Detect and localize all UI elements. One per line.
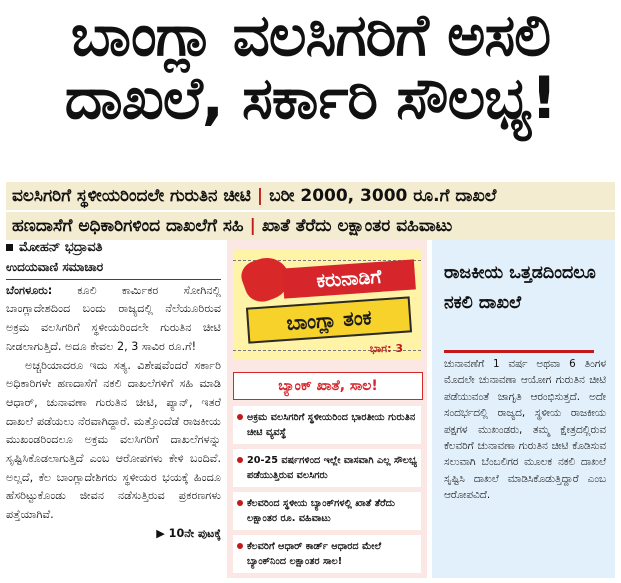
subhead-1b: ಬರೀ 2000, 3000 ರೂ.ಗೆ ದಾಖಲೆ [269, 186, 497, 206]
subhead-2a: ಹಣದಾಸೆಗೆ ಅಧಿಕಾರಿಗಳಿಂದ ದಾಖಲೆಗೆ ಸಹಿ [12, 216, 244, 236]
series-title-top: ಕರುನಾಡಿಗೆ [282, 259, 416, 298]
subhead-row-2 [6, 212, 615, 240]
sidebar-box [432, 240, 615, 578]
subhead-2b: ಖಾತೆ ತೆರೆದು ಲಕ್ಷಾಂತರ ವಹಿವಾಟು [261, 216, 453, 236]
headline-line-2: ದಾಖಲೆ, ಸರ್ಕಾರಿ ಸೌಲಭ್ಯ! [64, 64, 557, 133]
headline-line-1: ಬಾಂಗ್ಲಾ ವಲಸಿಗರಿಗೆ ಅಸಲಿ [70, 1, 551, 69]
paragraph-2 [6, 357, 221, 525]
byline [6, 240, 103, 255]
section-title: ಬ್ಯಾಂಕ್ ಖಾತೆ, ಸಾಲ! [233, 372, 423, 400]
paragraph-1 [6, 282, 221, 357]
series-part: ಭಾಗ: 3 [369, 342, 403, 355]
sidebar-divider [444, 350, 594, 353]
subhead-separator: | [256, 186, 264, 206]
sidebar-title: ರಾಜಕೀಯ ಒತ್ತಡದಿಂದಲೂ ನಕಲಿ ದಾಖಲೆ [444, 263, 596, 313]
series-title-bottom: ಬಾಂಗ್ಲಾ ತಂಕ [246, 296, 412, 343]
paragraph-1-text: ಕೂಲಿ ಕಾರ್ಮಿಕರ ಸೋಗಿನಲ್ಲಿ ಬಾಂಗ್ಲಾದೇಶದಿಂದ ಬಂದು ರಾಜ್ಯದಲ್ಲಿ ನೆಲೆಯೂರಿರುವ ಅಕ್ರಮ ವಲಸಿಗರಿಗೆ ಸ್ಥಳೀಯರಿಂದಲೇ ಗುರುತಿನ ಚೀಟಿ ನೀಡಲಾಗುತ್ತಿದೆ. ಅದೂ ಕೇವಲ 2, 3 ಸಾವಿರ ರೂ.ಗೆ! [6, 283, 221, 353]
series-box [227, 240, 427, 578]
continued-link[interactable]: ▶ 10ನೇ ಪುಟಕ್ಕೆ [156, 526, 221, 540]
dateline: ಬೆಂಗಳೂರು: [6, 283, 53, 297]
bullet-item: 20-25 ವರ್ಷಗಳಿಂದ ಇಲ್ಲೇ ವಾಸವಾಗಿ ಎಲ್ಲ ಸೌಲಭ್ಯ ಪಡೆಯುತ್ತಿರುವ ವಲಸಿಗರು [233, 449, 421, 487]
bullet-item: ಅಕ್ರಮ ವಲಸಿಗರಿಗೆ ಸ್ಥಳೀಯರಿಂದ ಭಾರತೀಯ ಗುರುತಿನ ಚೀಟಿ ವ್ಯವಸ್ಥೆ [233, 406, 421, 444]
subhead-1a: ವಲಸಿಗರಿಗೆ ಸ್ಥಳೀಯರಿಂದಲೇ ಗುರುತಿನ ಚೀಟಿ [12, 186, 251, 206]
subhead-row-1 [6, 182, 615, 210]
headline [6, 1, 615, 133]
author-name: ಮೋಹನ್ ಭದ್ರಾವತಿ [19, 240, 103, 255]
paragraph-2-text: ಅಚ್ಚರಿಯಾದರೂ ಇದು ಸತ್ಯ. ವಿಶೇಷವೆಂದರೆ ಸರ್ಕಾರಿ ಅಧಿಕಾರಿಗಳೇ ಹಣದಾಸೆಗೆ ನಕಲಿ ದಾಖಲೆಗಳಿಗೆ ಸಹಿ ಮಾಡಿ ಆಧಾರ್, ಚುನಾವಣಾ ಗುರುತಿನ ಚೀಟಿ, ಪ್ಯಾನ್, ಇತರೆ ದಾಖಲೆ ಪಡೆಯಲು ನೆರವಾಗಿದ್ದಾರೆ. ಮತ್ತೊಂದೆಡೆ ರಾಜಕೀಯ ಮುಖಂಡರಿಂದಲೂ ಅಕ್ರಮ ವಲಸಿಗರಿಗೆ ದಾಖಲೆಗಳನ್ನು ಸೃಷ್ಟಿಸಿಕೊಡಲಾಗುತ್ತಿದೆ ಎಂಬ ಆರೋಪಗಳು ಕೇಳಿ ಬಂದಿವೆ. ಅಲ್ಲದೆ, ಕೆಲ ಬಾಂಗ್ಲಾದೇಶಿಗರು ಸ್ಥಳೀಯರ ಭಯಕ್ಕೆ ಹಿಂದೂ ಹೆಸರಿಟ್ಟುಕೊಂಡು ಜೀವನ ನಡೆಸುತ್ತಿರುವ ಪ್ರಕರಣಗಳು ಪತ್ತೆಯಾಗಿವೆ. [6, 358, 221, 522]
news-agency: ಉದಯವಾಣಿ ಸಮಾಚಾರ [6, 258, 221, 280]
article-body [6, 258, 221, 578]
series-banner [233, 250, 421, 360]
bullet-item: ಕೆಲವರಿಂದ ಸ್ಥಳೀಯ ಬ್ಯಾಂಕ್‌ಗಳಲ್ಲಿ ಖಾತೆ ತೆರೆದು ಲಕ್ಷಾಂತರ ರೂ. ವಹಿವಾಟು [233, 492, 421, 530]
bullet-item: ಕೆಲವರಿಗೆ ಆಧಾರ್ ಕಾರ್ಡ್ ಆಧಾರದ ಮೇಲೆ ಬ್ಯಾಂಕ್‌ನಿಂದ ಲಕ್ಷಾಂತರ ಸಾಲ! [233, 535, 421, 573]
sidebar-body: ಚುನಾವಣೆಗೆ 1 ವರ್ಷ ಅಥವಾ 6 ತಿಂಗಳ ಮೊದಲೇ ಚುನಾವಣಾ ಆಯೋಗ ಗುರುತಿನ ಚೀಟಿ ಪಡೆಯುವಂತೆ ಜಾಗೃತಿ ಆರಂಭಿಸುತ್ತದೆ. ಅದೇ ಸಂದರ್ಭದಲ್ಲಿ ರಾಜ್ಯದ, ಸ್ಥಳೀಯ ರಾಜಕೀಯ ಪಕ್ಷಗಳ ಮುಖಂಡರು, ತಮ್ಮ ಕ್ಷೇತ್ರದಲ್ಲಿರುವ ಕೆಲವರಿಗೆ ಚುನಾವಣಾ ಗುರುತಿನ ಚೀಟಿ ಕೊಡಿಸುವ ಸಲುವಾಗಿ ಬೆಂಬಲಿಗರ ಮೂಲಕ ನಕಲಿ ದಾಖಲೆ ಸೃಷ್ಟಿಸಿ ದಾಖಲೆ ಮಾಡಿಸಿಕೊಡುತ್ತಿದ್ದಾರೆ ಎಂಬ ಆರೋಪವಿದೆ. [444, 358, 606, 502]
subhead-separator: | [249, 216, 256, 236]
square-bullet-icon [6, 244, 13, 251]
bullet-list [233, 406, 421, 578]
